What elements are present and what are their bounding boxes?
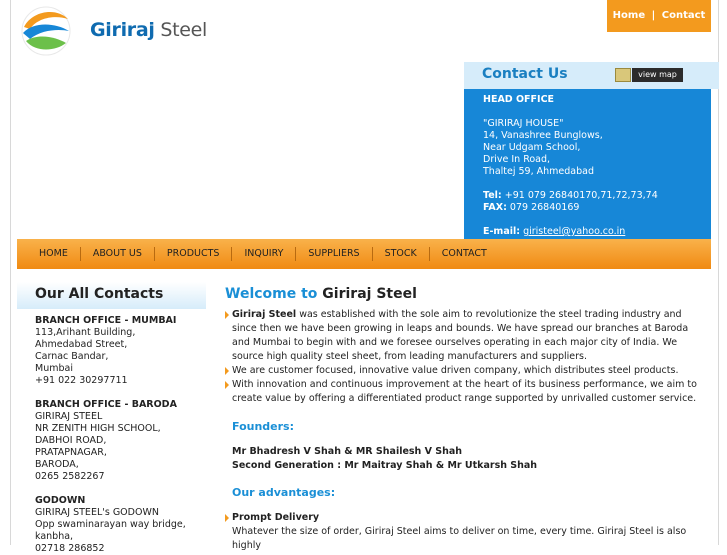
nav-products[interactable]: PRODUCTS bbox=[155, 247, 233, 261]
intro-text: was established with the sole aim to revolutionize the steel trading industry and since then we have been growing in leaps and bounds. We have spread our branches at Baroda and Mumbai to begin with and we foresee ourselves operating in each major city of India. We source high quality steel sheet, from leading manufacturers and suppliers. bbox=[232, 309, 689, 362]
address-line: Near Udgam School, bbox=[483, 142, 581, 153]
email-link[interactable]: giristeel@yahoo.co.in bbox=[523, 226, 626, 237]
view-map-label: view map bbox=[632, 68, 683, 82]
fax-row bbox=[483, 202, 711, 214]
branch-line: 113,Arihant Building, bbox=[35, 327, 136, 338]
branch-line: Carnac Bandar, bbox=[35, 351, 109, 362]
email-label: E-mail: bbox=[483, 226, 521, 237]
advantage-title: Prompt Delivery bbox=[232, 512, 320, 523]
address-line: "GIRIRAJ HOUSE" bbox=[483, 118, 564, 129]
branch-line: BARODA, bbox=[35, 459, 79, 470]
bullet-icon bbox=[225, 311, 229, 319]
contact-link[interactable]: Contact bbox=[661, 10, 706, 21]
second-generation-line: Second Generation : Mr Maitray Shah & Mr Utkarsh Shah bbox=[232, 460, 538, 471]
focus-paragraph bbox=[225, 364, 705, 378]
main-nav bbox=[17, 239, 711, 269]
nav-inquiry[interactable]: INQUIRY bbox=[232, 247, 296, 261]
branch-line: kanbha, bbox=[35, 531, 74, 542]
welcome-name: Giriraj Steel bbox=[322, 286, 417, 302]
branch-line: Mumbai bbox=[35, 363, 73, 374]
contact-box-body bbox=[464, 89, 711, 239]
address-line: 14, Vanashree Bunglows, bbox=[483, 130, 603, 141]
focus-text: We are customer focused, innovative value driven company, which distributes steel products. bbox=[232, 365, 679, 376]
branch-heading: BRANCH OFFICE - MUMBAI bbox=[35, 315, 177, 326]
branch-line: 0265 2582267 bbox=[35, 471, 105, 482]
bullet-icon bbox=[225, 514, 229, 522]
branch-line: NR ZENITH HIGH SCHOOL, bbox=[35, 423, 161, 434]
sidebar-body bbox=[17, 309, 206, 555]
advantages-heading: Our advantages: bbox=[232, 486, 336, 499]
brand-part2: Steel bbox=[160, 19, 208, 41]
map-icon bbox=[615, 68, 631, 82]
nav-stock[interactable]: STOCK bbox=[373, 247, 430, 261]
welcome-prefix: Welcome to bbox=[225, 286, 318, 302]
tel-row bbox=[483, 190, 711, 202]
address-line: Thaltej 59, Ahmedabad bbox=[483, 166, 594, 177]
branch-line: DABHOI ROAD, bbox=[35, 435, 107, 446]
advantage-item bbox=[225, 511, 705, 525]
innovation-paragraph bbox=[225, 378, 705, 406]
fax-label: FAX: bbox=[483, 202, 507, 213]
branch-line: Ahmedabad Street, bbox=[35, 339, 128, 350]
contact-title: Contact Us bbox=[482, 66, 568, 82]
head-office-heading: HEAD OFFICE bbox=[483, 94, 555, 105]
tel-label: Tel: bbox=[483, 190, 502, 201]
address-line: Drive In Road, bbox=[483, 154, 551, 165]
advantage-text: Whatever the size of order, Giriraj Steel aims to deliver on time, every time. Giriraj Steel is also highly bbox=[232, 526, 687, 551]
fax-value: 079 26840169 bbox=[509, 202, 580, 213]
intro-bold: Giriraj Steel bbox=[232, 309, 297, 320]
email-row bbox=[483, 226, 711, 238]
home-link[interactable]: Home bbox=[612, 10, 646, 21]
view-map-button[interactable] bbox=[615, 68, 683, 82]
branch-line: +91 022 30297711 bbox=[35, 375, 128, 386]
branch-line: GIRIRAJ STEEL bbox=[35, 411, 103, 422]
innovation-text: With innovation and continuous improvement at the heart of its business performance, we aim to create value by offering a differentiated product range supported by unrivalled customer service. bbox=[232, 379, 697, 404]
branch-heading: GODOWN bbox=[35, 495, 86, 506]
top-links bbox=[607, 0, 711, 32]
branch-line: Opp swaminarayan way bridge, bbox=[35, 519, 186, 530]
tel-value: +91 079 26840170,71,72,73,74 bbox=[504, 190, 658, 201]
branch-line: 02718 286852 bbox=[35, 543, 105, 554]
welcome-heading bbox=[225, 286, 705, 302]
sidebar-title: Our All Contacts bbox=[17, 282, 206, 309]
intro-paragraph bbox=[225, 308, 705, 364]
branch-line: PRATAPNAGAR, bbox=[35, 447, 107, 458]
founders-line: Mr Bhadresh V Shah & MR Shailesh V Shah bbox=[232, 446, 463, 457]
nav-home[interactable]: HOME bbox=[27, 247, 81, 261]
brand-part1: Giriraj bbox=[90, 19, 155, 41]
bullet-icon bbox=[225, 367, 229, 375]
link-separator: | bbox=[651, 10, 656, 21]
main-content bbox=[225, 286, 705, 553]
contacts-sidebar bbox=[17, 282, 206, 554]
branch-line: GIRIRAJ STEEL's GODOWN bbox=[35, 507, 159, 518]
nav-suppliers[interactable]: SUPPLIERS bbox=[296, 247, 372, 261]
nav-contact[interactable]: CONTACT bbox=[441, 248, 487, 259]
brand-name bbox=[90, 19, 207, 41]
giriraj-logo[interactable] bbox=[20, 5, 72, 57]
founders-heading: Founders: bbox=[232, 420, 294, 433]
nav-about-us[interactable]: ABOUT US bbox=[81, 247, 155, 261]
branch-heading: BRANCH OFFICE - BARODA bbox=[35, 399, 177, 410]
bullet-icon bbox=[225, 381, 229, 389]
